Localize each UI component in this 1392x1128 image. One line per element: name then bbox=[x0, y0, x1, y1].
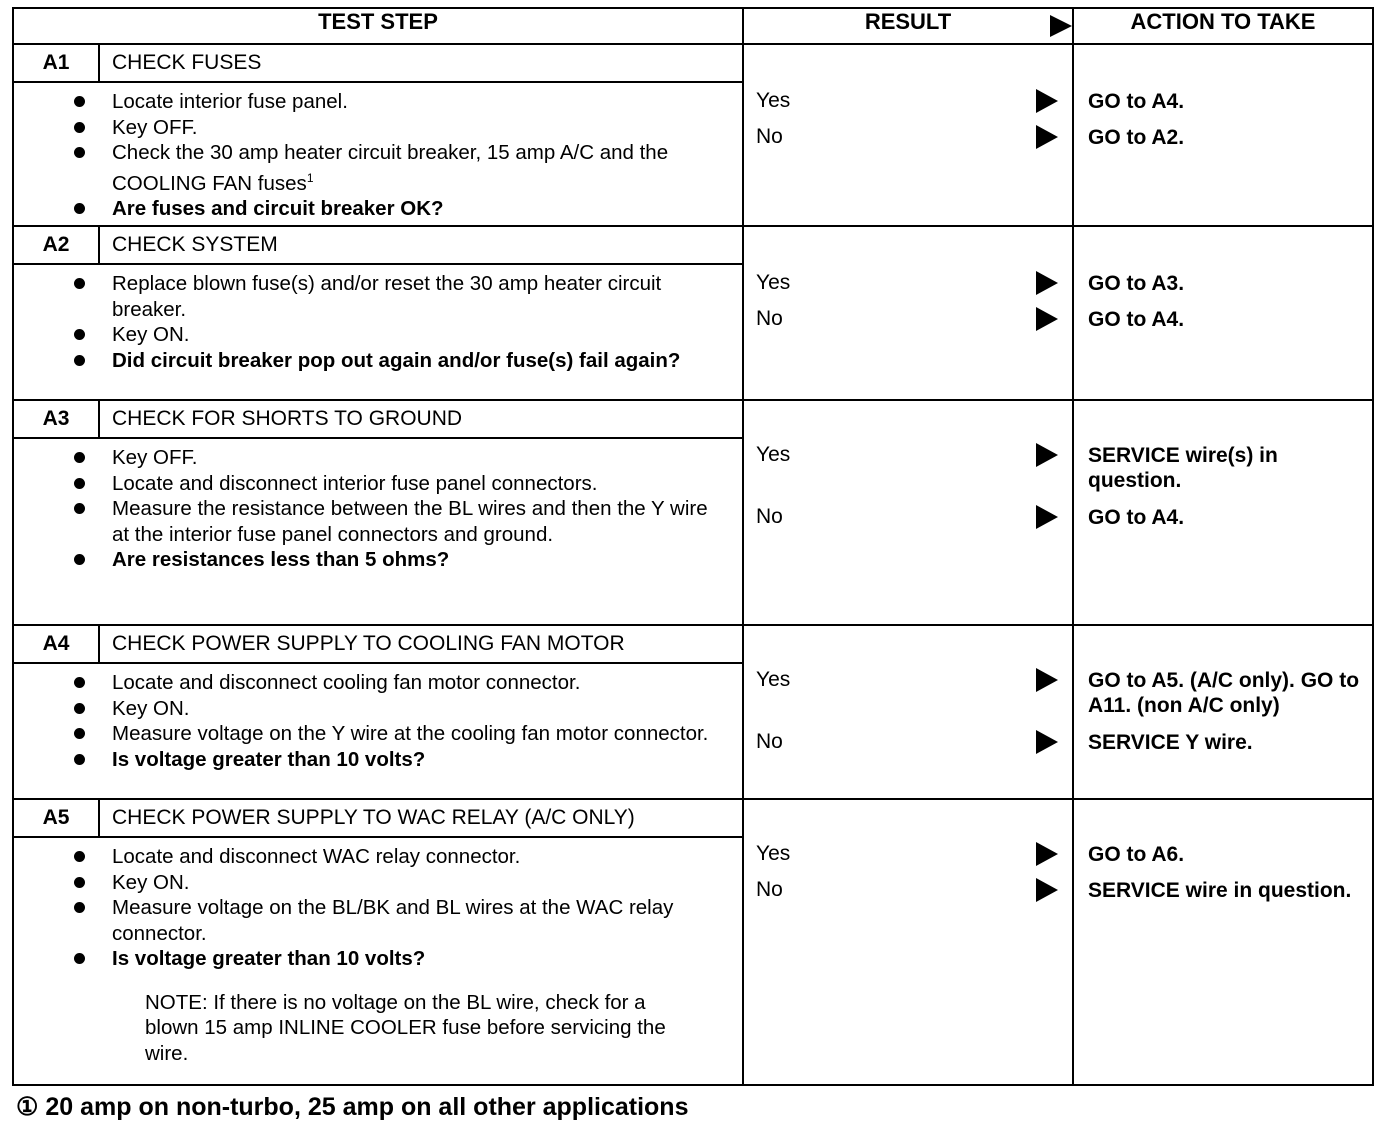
step-cell bbox=[13, 625, 743, 799]
step-title: CHECK FOR SHORTS TO GROUND bbox=[112, 407, 463, 431]
step-row-a3 bbox=[13, 400, 1373, 625]
bullet-icon bbox=[74, 203, 85, 214]
result-cell bbox=[743, 226, 1073, 400]
arrow-right-icon bbox=[1036, 89, 1058, 113]
bullet-question: Is voltage greater than 10 volts? bbox=[112, 946, 722, 972]
step-heading bbox=[14, 401, 742, 439]
result-no: No bbox=[756, 125, 1058, 149]
result-no: No bbox=[756, 505, 1058, 529]
step-bullets bbox=[14, 838, 742, 976]
step-row-a5 bbox=[13, 799, 1373, 1085]
step-id: A3 bbox=[14, 401, 100, 437]
action-yes: SERVICE wire(s) in question. bbox=[1088, 444, 1278, 493]
step-heading bbox=[14, 800, 742, 838]
step-row-a4 bbox=[13, 625, 1373, 799]
step-id: A1 bbox=[14, 45, 100, 81]
table-header-row bbox=[13, 8, 1373, 44]
action-no: SERVICE Y wire. bbox=[1088, 731, 1253, 755]
bullet-icon bbox=[74, 953, 85, 964]
bullet-icon bbox=[74, 355, 85, 366]
bullet-item: Locate interior fuse panel. bbox=[112, 89, 722, 115]
header-result-label: RESULT bbox=[864, 9, 952, 34]
footnote-marker: 1 bbox=[306, 170, 314, 185]
arrow-right-icon bbox=[1036, 842, 1058, 866]
bullet-icon bbox=[74, 677, 85, 688]
bullet-icon bbox=[74, 452, 85, 463]
bullet-question: Is voltage greater than 10 volts? bbox=[112, 747, 722, 773]
arrow-right-icon bbox=[1036, 668, 1058, 692]
bullet-item: Locate and disconnect WAC relay connector. bbox=[112, 844, 722, 870]
bullet-icon bbox=[74, 478, 85, 489]
arrow-right-icon bbox=[1036, 125, 1058, 149]
bullet-item: Check the 30 amp heater circuit breaker, 15 amp A/C and the COOLING FAN fuses$^1$ bbox=[112, 140, 722, 196]
bullet-icon bbox=[74, 278, 85, 289]
step-row-a1 bbox=[13, 44, 1373, 226]
step-title: CHECK POWER SUPPLY TO COOLING FAN MOTOR bbox=[112, 632, 625, 656]
action-no: GO to A2. bbox=[1088, 126, 1185, 149]
bullet-item: Locate and disconnect cooling fan motor connector. bbox=[112, 670, 722, 696]
action-cell bbox=[1073, 625, 1373, 799]
arrow-right-icon bbox=[1036, 730, 1058, 754]
bullet-icon bbox=[74, 147, 85, 158]
step-bullets bbox=[14, 265, 742, 377]
action-cell bbox=[1073, 44, 1373, 226]
step-bullets bbox=[14, 664, 742, 776]
action-yes: GO to A6. bbox=[1088, 843, 1185, 867]
action-no: SERVICE wire in question. bbox=[1088, 879, 1352, 903]
action-cell bbox=[1073, 226, 1373, 400]
step-note: NOTE: If there is no voltage on the BL wire, check for a blown 15 amp INLINE COOLER fuse before servicing the wire. bbox=[145, 990, 666, 1065]
step-id: A5 bbox=[14, 800, 100, 836]
header-action: ACTION TO TAKE bbox=[1073, 8, 1373, 44]
result-cell bbox=[743, 625, 1073, 799]
diagnostic-document bbox=[12, 7, 1372, 1086]
bullet-icon bbox=[74, 877, 85, 888]
bullet-item: Key OFF. bbox=[112, 115, 722, 141]
step-bullets bbox=[14, 83, 742, 225]
step-cell bbox=[13, 799, 743, 1085]
step-title: CHECK SYSTEM bbox=[112, 233, 278, 257]
bullet-icon bbox=[74, 122, 85, 133]
action-cell bbox=[1073, 799, 1373, 1085]
step-cell bbox=[13, 400, 743, 625]
bullet-item: Key ON. bbox=[112, 322, 722, 348]
step-cell bbox=[13, 226, 743, 400]
header-test-step: TEST STEP bbox=[13, 8, 743, 44]
step-row-a2 bbox=[13, 226, 1373, 400]
result-no: No bbox=[756, 307, 1058, 331]
bullet-item: Key OFF. bbox=[112, 445, 722, 471]
arrow-right-icon bbox=[1036, 443, 1058, 467]
bullet-item: Key ON. bbox=[112, 870, 722, 896]
arrow-right-icon bbox=[1050, 15, 1072, 43]
result-yes: Yes bbox=[756, 842, 1058, 866]
bullet-question: Are resistances less than 5 ohms? bbox=[112, 547, 722, 573]
result-no: No bbox=[756, 878, 1058, 902]
result-cell bbox=[743, 799, 1073, 1085]
bullet-icon bbox=[74, 96, 85, 107]
step-bullets bbox=[14, 439, 742, 577]
action-yes: GO to A5. (A/C only). GO to A11. (non A/C only) bbox=[1088, 669, 1360, 718]
result-yes: Yes bbox=[756, 443, 1058, 467]
bullet-icon bbox=[74, 703, 85, 714]
bullet-item: Replace blown fuse(s) and/or reset the 30 amp heater circuit breaker. bbox=[112, 271, 722, 322]
bullet-icon bbox=[74, 902, 85, 913]
arrow-right-icon bbox=[1036, 271, 1058, 295]
arrow-right-icon bbox=[1036, 878, 1058, 902]
bullet-icon bbox=[74, 851, 85, 862]
result-cell bbox=[743, 44, 1073, 226]
bullet-question: Did circuit breaker pop out again and/or fuse(s) fail again? bbox=[112, 348, 722, 374]
step-id: A4 bbox=[14, 626, 100, 662]
step-cell bbox=[13, 44, 743, 226]
result-cell bbox=[743, 400, 1073, 625]
bullet-icon bbox=[74, 329, 85, 340]
action-no: GO to A4. bbox=[1088, 308, 1185, 332]
bullet-icon bbox=[74, 728, 85, 739]
action-yes: GO to A3. bbox=[1088, 272, 1185, 296]
bullet-item: Measure the resistance between the BL wires and then the Y wire at the interior fuse panel connectors and ground. bbox=[112, 496, 722, 547]
action-no: GO to A4. bbox=[1088, 506, 1185, 530]
action-cell bbox=[1073, 400, 1373, 625]
header-result bbox=[743, 8, 1073, 44]
bullet-item: Measure voltage on the Y wire at the cooling fan motor connector. bbox=[112, 721, 722, 747]
bullet-icon bbox=[74, 554, 85, 565]
bullet-item: Locate and disconnect interior fuse panel connectors. bbox=[112, 471, 722, 497]
step-id: A2 bbox=[14, 227, 100, 263]
result-yes: Yes bbox=[756, 668, 1058, 692]
arrow-right-icon bbox=[1036, 307, 1058, 331]
result-no: No bbox=[756, 730, 1058, 754]
footnote: ① 20 amp on non-turbo, 25 amp on all other applications bbox=[16, 1093, 689, 1121]
bullet-icon bbox=[74, 503, 85, 514]
bullet-item: Key ON. bbox=[112, 696, 722, 722]
result-yes: Yes bbox=[756, 89, 1058, 113]
step-title: CHECK FUSES bbox=[112, 51, 262, 74]
action-yes: GO to A4. bbox=[1088, 90, 1185, 113]
bullet-item: Measure voltage on the BL/BK and BL wires at the WAC relay connector. bbox=[112, 895, 722, 946]
arrow-right-icon bbox=[1036, 505, 1058, 529]
step-title: CHECK POWER SUPPLY TO WAC RELAY (A/C ONLY) bbox=[112, 806, 635, 830]
result-yes: Yes bbox=[756, 271, 1058, 295]
step-heading bbox=[14, 45, 742, 83]
bullet-question: Are fuses and circuit breaker OK? bbox=[112, 196, 722, 222]
step-heading bbox=[14, 626, 742, 664]
step-heading bbox=[14, 227, 742, 265]
bullet-icon bbox=[74, 754, 85, 765]
diagnostic-table bbox=[12, 7, 1374, 1086]
